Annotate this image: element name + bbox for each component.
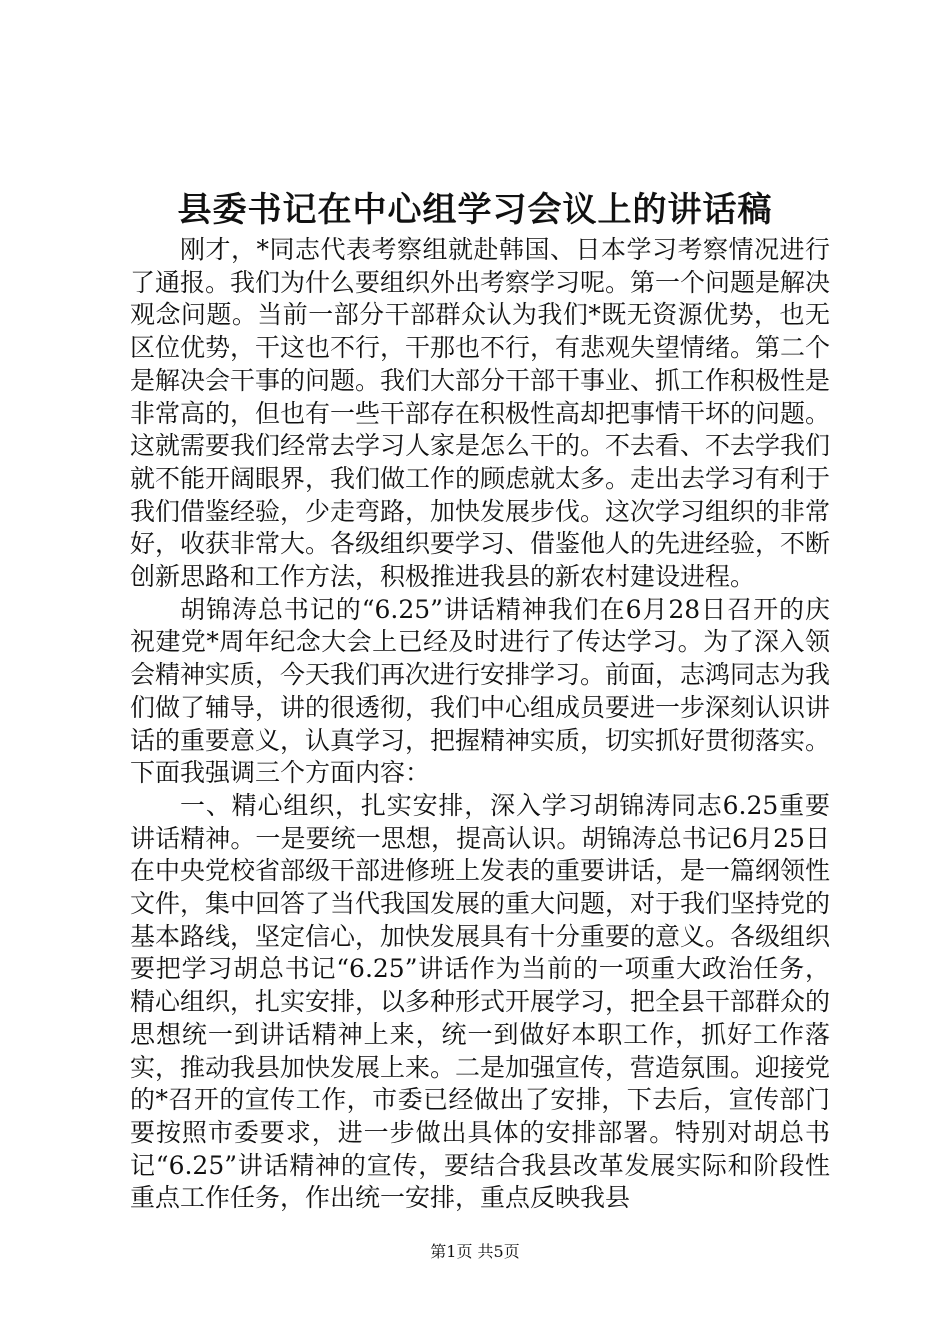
document-title: 县委书记在中心组学习会议上的讲话稿: [177, 190, 773, 230]
paragraph-3: 一、精心组织，扎实安排，深入学习胡锦涛同志6.25重要讲话精神。一是要统一思想，提高认识。胡锦涛总书记6月25日在中央党校省部级干部进修班上发表的重要讲话，是一篇纲领性文件，集中回答了当代我国发展的重大问题，对于我们坚持党的基本路线，坚定信心，加快发展具有十分重要的意义。各级组织要把学习胡总书记“6.25”讲话作为当前的一项重大政治任务，精心组织，扎实安排，以多种形式开展学习，把全县干部群众的思想统一到讲话精神上来，统一到做好本职工作，抓好工作落实，推动我县加快发展上来。二是加强宣传，营造氛围。迎接党的*召开的宣传工作，市委已经做出了安排，下去后，宣传部门要按照市委要求，进一步做出具体的安排部署。特别对胡总书记“6.25”讲话精神的宣传，要结合我县改革发展实际和阶段性重点工作任务，作出统一安排，重点反映我县: [130, 790, 831, 1213]
paragraph-1: 刚才，*同志代表考察组就赴韩国、日本学习考察情况进行了通报。我们为什么要组织外出考察学习呢。第一个问题是解决观念问题。当前一部分干部群众认为我们*既无资源优势，也无区位优势，干这也不行，干那也不行，有悲观失望情绪。第二个是解决会干事的问题。我们大部分干部干事业、抓工作积极性是非常高的，但也有一些干部存在积极性高却把事情干坏的问题。这就需要我们经常去学习人家是怎么干的。不去看、不去学我们就不能开阔眼界，我们做工作的顾虑就太多。走出去学习有利于我们借鉴经验，少走弯路，加快发展步伐。这次学习组织的非常好，收获非常大。各级组织要学习、借鉴他人的先进经验，不断创新思路和工作方法，积极推进我县的新农村建设进程。: [130, 235, 831, 592]
paragraph-2: 胡锦涛总书记的“6.25”讲话精神我们在6月28日召开的庆祝建党*周年纪念大会上已经及时进行了传达学习。为了深入领会精神实质，今天我们再次进行安排学习。前面，志鸿同志为我们做了辅导，讲的很透彻，我们中心组成员要进一步深刻认识讲话的重要意义，认真学习，把握精神实质，切实抓好贯彻落实。下面我强调三个方面内容：: [130, 594, 831, 788]
document-body: [130, 234, 830, 1215]
page-footer: 第1页 共5页: [430, 1242, 520, 1261]
